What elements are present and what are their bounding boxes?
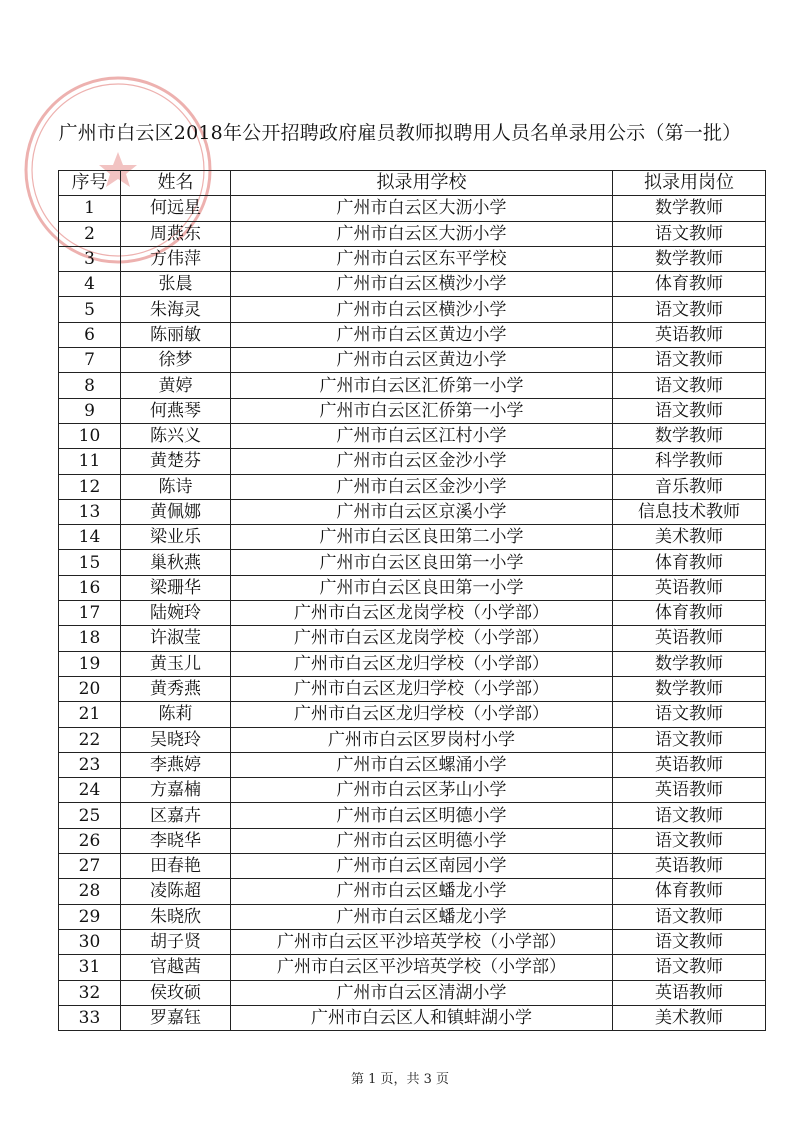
cell-post: 数学教师 bbox=[613, 651, 766, 676]
cell-number: 7 bbox=[59, 348, 121, 373]
cell-school: 广州市白云区京溪小学 bbox=[231, 499, 613, 524]
cell-name: 凌陈超 bbox=[121, 879, 231, 904]
cell-name: 方伟萍 bbox=[121, 246, 231, 271]
cell-school: 广州市白云区汇侨第一小学 bbox=[231, 373, 613, 398]
cell-name: 陈兴义 bbox=[121, 423, 231, 448]
roster-table bbox=[58, 170, 766, 1031]
cell-post: 体育教师 bbox=[613, 272, 766, 297]
table-row bbox=[59, 575, 766, 600]
cell-name: 黄婷 bbox=[121, 373, 231, 398]
cell-name: 梁珊华 bbox=[121, 575, 231, 600]
cell-name: 黄佩娜 bbox=[121, 499, 231, 524]
cell-post: 英语教师 bbox=[613, 752, 766, 777]
cell-post: 英语教师 bbox=[613, 626, 766, 651]
col-header-name: 姓名 bbox=[121, 171, 231, 196]
cell-school: 广州市白云区龙归学校（小学部） bbox=[231, 676, 613, 701]
cell-number: 14 bbox=[59, 525, 121, 550]
cell-name: 巢秋燕 bbox=[121, 550, 231, 575]
cell-post: 科学教师 bbox=[613, 449, 766, 474]
cell-name: 田春艳 bbox=[121, 854, 231, 879]
cell-name: 黄玉儿 bbox=[121, 651, 231, 676]
cell-post: 语文教师 bbox=[613, 221, 766, 246]
cell-name: 朱海灵 bbox=[121, 297, 231, 322]
cell-number: 31 bbox=[59, 955, 121, 980]
cell-name: 朱晓欣 bbox=[121, 904, 231, 929]
cell-name: 陈丽敏 bbox=[121, 322, 231, 347]
cell-number: 25 bbox=[59, 803, 121, 828]
cell-school: 广州市白云区横沙小学 bbox=[231, 297, 613, 322]
cell-number: 8 bbox=[59, 373, 121, 398]
cell-school: 广州市白云区龙归学校（小学部） bbox=[231, 651, 613, 676]
table-row bbox=[59, 651, 766, 676]
cell-post: 数学教师 bbox=[613, 246, 766, 271]
cell-school: 广州市白云区蟠龙小学 bbox=[231, 879, 613, 904]
table-row bbox=[59, 373, 766, 398]
cell-school: 广州市白云区大沥小学 bbox=[231, 221, 613, 246]
cell-school: 广州市白云区金沙小学 bbox=[231, 474, 613, 499]
cell-school: 广州市白云区良田第二小学 bbox=[231, 525, 613, 550]
cell-number: 20 bbox=[59, 676, 121, 701]
table-row bbox=[59, 955, 766, 980]
table-row bbox=[59, 1005, 766, 1030]
cell-post: 语文教师 bbox=[613, 904, 766, 929]
cell-school: 广州市白云区横沙小学 bbox=[231, 272, 613, 297]
cell-post: 英语教师 bbox=[613, 322, 766, 347]
cell-school: 广州市白云区南园小学 bbox=[231, 854, 613, 879]
table-row bbox=[59, 322, 766, 347]
table-header-row bbox=[59, 171, 766, 196]
cell-school: 广州市白云区龙岗学校（小学部） bbox=[231, 626, 613, 651]
cell-post: 英语教师 bbox=[613, 778, 766, 803]
page-title: 广州市白云区2018年公开招聘政府雇员教师拟聘用人员名单录用公示（第一批） bbox=[58, 122, 742, 144]
cell-post: 数学教师 bbox=[613, 423, 766, 448]
cell-name: 胡子贤 bbox=[121, 929, 231, 954]
cell-school: 广州市白云区汇侨第一小学 bbox=[231, 398, 613, 423]
table-row bbox=[59, 904, 766, 929]
cell-name: 陈诗 bbox=[121, 474, 231, 499]
table-row bbox=[59, 423, 766, 448]
table-row bbox=[59, 803, 766, 828]
cell-name: 李燕婷 bbox=[121, 752, 231, 777]
table-row bbox=[59, 499, 766, 524]
cell-name: 李晓华 bbox=[121, 828, 231, 853]
col-header-school: 拟录用学校 bbox=[231, 171, 613, 196]
cell-post: 语文教师 bbox=[613, 955, 766, 980]
cell-name: 官越茜 bbox=[121, 955, 231, 980]
cell-school: 广州市白云区龙岗学校（小学部） bbox=[231, 601, 613, 626]
cell-school: 广州市白云区螺涌小学 bbox=[231, 752, 613, 777]
cell-number: 15 bbox=[59, 550, 121, 575]
cell-name: 区嘉卉 bbox=[121, 803, 231, 828]
table-row bbox=[59, 272, 766, 297]
cell-number: 30 bbox=[59, 929, 121, 954]
cell-post: 语文教师 bbox=[613, 398, 766, 423]
cell-number: 12 bbox=[59, 474, 121, 499]
cell-school: 广州市白云区黄边小学 bbox=[231, 322, 613, 347]
cell-number: 33 bbox=[59, 1005, 121, 1030]
cell-name: 梁业乐 bbox=[121, 525, 231, 550]
cell-school: 广州市白云区龙归学校（小学部） bbox=[231, 702, 613, 727]
cell-number: 32 bbox=[59, 980, 121, 1005]
cell-school: 广州市白云区明德小学 bbox=[231, 803, 613, 828]
cell-school: 广州市白云区大沥小学 bbox=[231, 196, 613, 221]
table-row bbox=[59, 752, 766, 777]
cell-post: 英语教师 bbox=[613, 854, 766, 879]
cell-school: 广州市白云区良田第一小学 bbox=[231, 550, 613, 575]
table-row bbox=[59, 626, 766, 651]
table-row bbox=[59, 980, 766, 1005]
cell-number: 29 bbox=[59, 904, 121, 929]
table-row bbox=[59, 297, 766, 322]
cell-number: 13 bbox=[59, 499, 121, 524]
cell-post: 语文教师 bbox=[613, 702, 766, 727]
cell-name: 吴晓玲 bbox=[121, 727, 231, 752]
cell-school: 广州市白云区东平学校 bbox=[231, 246, 613, 271]
cell-name: 周燕东 bbox=[121, 221, 231, 246]
cell-number: 11 bbox=[59, 449, 121, 474]
cell-name: 罗嘉钰 bbox=[121, 1005, 231, 1030]
cell-number: 1 bbox=[59, 196, 121, 221]
table-row bbox=[59, 854, 766, 879]
cell-school: 广州市白云区黄边小学 bbox=[231, 348, 613, 373]
cell-school: 广州市白云区茅山小学 bbox=[231, 778, 613, 803]
cell-number: 28 bbox=[59, 879, 121, 904]
cell-post: 语文教师 bbox=[613, 373, 766, 398]
cell-school: 广州市白云区蟠龙小学 bbox=[231, 904, 613, 929]
cell-name: 何燕琴 bbox=[121, 398, 231, 423]
cell-post: 数学教师 bbox=[613, 196, 766, 221]
cell-post: 体育教师 bbox=[613, 879, 766, 904]
page-number: 第 1 页，共 3 页 bbox=[350, 1072, 450, 1087]
cell-number: 9 bbox=[59, 398, 121, 423]
cell-post: 语文教师 bbox=[613, 828, 766, 853]
cell-number: 5 bbox=[59, 297, 121, 322]
table-row bbox=[59, 879, 766, 904]
cell-name: 侯玫硕 bbox=[121, 980, 231, 1005]
table-row bbox=[59, 221, 766, 246]
table-row bbox=[59, 778, 766, 803]
cell-number: 4 bbox=[59, 272, 121, 297]
cell-post: 语文教师 bbox=[613, 727, 766, 752]
cell-school: 广州市白云区金沙小学 bbox=[231, 449, 613, 474]
cell-post: 数学教师 bbox=[613, 676, 766, 701]
cell-number: 10 bbox=[59, 423, 121, 448]
table-row bbox=[59, 196, 766, 221]
cell-post: 美术教师 bbox=[613, 1005, 766, 1030]
cell-number: 22 bbox=[59, 727, 121, 752]
cell-number: 27 bbox=[59, 854, 121, 879]
table-row bbox=[59, 702, 766, 727]
col-header-number: 序号 bbox=[59, 171, 121, 196]
table-row bbox=[59, 550, 766, 575]
table-body bbox=[59, 196, 766, 1031]
cell-number: 21 bbox=[59, 702, 121, 727]
table-row bbox=[59, 727, 766, 752]
cell-name: 黄楚芬 bbox=[121, 449, 231, 474]
cell-school: 广州市白云区人和镇蚌湖小学 bbox=[231, 1005, 613, 1030]
cell-post: 音乐教师 bbox=[613, 474, 766, 499]
cell-school: 广州市白云区清湖小学 bbox=[231, 980, 613, 1005]
cell-post: 语文教师 bbox=[613, 297, 766, 322]
cell-school: 广州市白云区罗岗村小学 bbox=[231, 727, 613, 752]
cell-number: 3 bbox=[59, 246, 121, 271]
cell-number: 26 bbox=[59, 828, 121, 853]
table-row bbox=[59, 828, 766, 853]
cell-school: 广州市白云区明德小学 bbox=[231, 828, 613, 853]
cell-school: 广州市白云区平沙培英学校（小学部） bbox=[231, 929, 613, 954]
cell-school: 广州市白云区良田第一小学 bbox=[231, 575, 613, 600]
cell-post: 体育教师 bbox=[613, 550, 766, 575]
cell-name: 方嘉楠 bbox=[121, 778, 231, 803]
cell-number: 16 bbox=[59, 575, 121, 600]
table-row bbox=[59, 474, 766, 499]
col-header-post: 拟录用岗位 bbox=[613, 171, 766, 196]
table-row bbox=[59, 929, 766, 954]
table-row bbox=[59, 449, 766, 474]
cell-school: 广州市白云区江村小学 bbox=[231, 423, 613, 448]
cell-number: 6 bbox=[59, 322, 121, 347]
cell-post: 英语教师 bbox=[613, 575, 766, 600]
cell-number: 18 bbox=[59, 626, 121, 651]
cell-name: 陆婉玲 bbox=[121, 601, 231, 626]
table-row bbox=[59, 525, 766, 550]
cell-number: 17 bbox=[59, 601, 121, 626]
cell-name: 许淑莹 bbox=[121, 626, 231, 651]
table-row bbox=[59, 601, 766, 626]
cell-post: 英语教师 bbox=[613, 980, 766, 1005]
cell-number: 19 bbox=[59, 651, 121, 676]
table-row bbox=[59, 246, 766, 271]
cell-number: 24 bbox=[59, 778, 121, 803]
cell-post: 体育教师 bbox=[613, 601, 766, 626]
table-row bbox=[59, 398, 766, 423]
cell-post: 信息技术教师 bbox=[613, 499, 766, 524]
table-row bbox=[59, 348, 766, 373]
cell-post: 美术教师 bbox=[613, 525, 766, 550]
cell-post: 语文教师 bbox=[613, 803, 766, 828]
table-row bbox=[59, 676, 766, 701]
cell-number: 2 bbox=[59, 221, 121, 246]
cell-school: 广州市白云区平沙培英学校（小学部） bbox=[231, 955, 613, 980]
cell-name: 陈莉 bbox=[121, 702, 231, 727]
cell-post: 语文教师 bbox=[613, 929, 766, 954]
cell-name: 黄秀燕 bbox=[121, 676, 231, 701]
cell-name: 何远星 bbox=[121, 196, 231, 221]
cell-name: 徐梦 bbox=[121, 348, 231, 373]
cell-name: 张晨 bbox=[121, 272, 231, 297]
cell-post: 语文教师 bbox=[613, 348, 766, 373]
cell-number: 23 bbox=[59, 752, 121, 777]
